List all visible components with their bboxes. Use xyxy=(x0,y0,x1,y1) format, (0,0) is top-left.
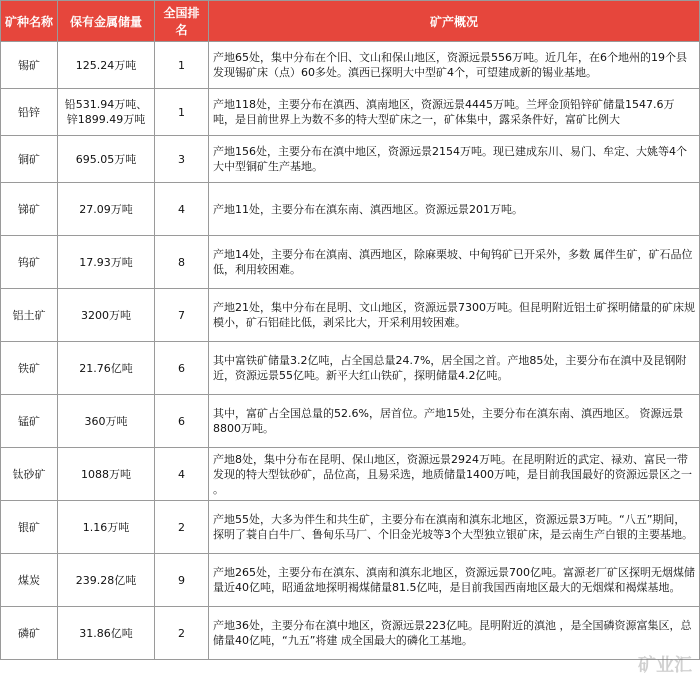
national-rank: 9 xyxy=(155,554,209,607)
national-rank: 2 xyxy=(155,501,209,554)
table-row xyxy=(1,289,700,342)
table-row xyxy=(1,501,700,554)
overview: 产地118处，主要分布在滇西、滇南地区，资源远景4445万吨。兰坪金顶铅锌矿储量1547.6万吨，是目前世界上为数不多的特大型矿床之一，矿体集中，露采条件好，富矿比例大 xyxy=(209,89,700,136)
mineral-name: 钛砂矿 xyxy=(1,448,58,501)
mineral-name: 锰矿 xyxy=(1,395,58,448)
overview: 其中，富矿占全国总量的52.6%，居首位。产地15处，主要分布在滇东南、滇西地区。 资源远景8800万吨。 xyxy=(209,395,700,448)
national-rank: 1 xyxy=(155,89,209,136)
overview: 产地55处，大多为伴生和共生矿，主要分布在滇南和滇东北地区，资源远景3万吨。“八五”期间，探明了蓑自白牛厂、鲁甸乐马厂、个旧金光坡等3个大型独立银矿床，是云南生产白银的主要基地。 xyxy=(209,501,700,554)
mineral-name: 银矿 xyxy=(1,501,58,554)
overview: 产地265处，主要分布在滇东、滇南和滇东北地区，资源远景700亿吨。富源老厂矿区探明无烟煤储量近40亿吨，昭通盆地探明褐煤储量81.5亿吨，是目前我国西南地区最大的无烟煤和褐煤基地。 xyxy=(209,554,700,607)
reserve: 1088万吨 xyxy=(58,448,155,501)
watermark: 矿业汇 xyxy=(638,655,692,676)
overview: 产地21处，集中分布在昆明、文山地区，资源远景7300万吨。但昆明附近铝土矿探明储量的矿床规模小，矿石铝硅比低，剥采比大，开采利用较困难。 xyxy=(209,289,700,342)
header-reserve: 保有金属储量 xyxy=(58,1,155,42)
reserve: 31.86亿吨 xyxy=(58,607,155,660)
reserve: 695.05万吨 xyxy=(58,136,155,183)
mineral-name: 磷矿 xyxy=(1,607,58,660)
table-row xyxy=(1,136,700,183)
header-national-rank: 全国排名 xyxy=(155,1,209,42)
mineral-name: 铁矿 xyxy=(1,342,58,395)
reserve: 21.76亿吨 xyxy=(58,342,155,395)
reserve: 3200万吨 xyxy=(58,289,155,342)
mineral-name: 铝土矿 xyxy=(1,289,58,342)
mineral-name: 铅锌 xyxy=(1,89,58,136)
national-rank: 4 xyxy=(155,183,209,236)
reserve: 17.93万吨 xyxy=(58,236,155,289)
overview: 产地65处，集中分布在个旧、文山和保山地区，资源远景556万吨。近几年，在6个地州的19个县发现锡矿床（点）60多处。滇西已探明大中型矿4个，可望建成新的锡业基地。 xyxy=(209,42,700,89)
overview: 产地156处，主要分布在滇中地区，资源远景2154万吨。现已建成东川、易门、牟定、大姚等4个大中型铜矿生产基地。 xyxy=(209,136,700,183)
overview: 产地14处，主要分布在滇南、滇西地区，除麻栗坡、中甸钨矿已开采外，多数 属伴生矿，矿石品位低，利用较困难。 xyxy=(209,236,700,289)
table-row xyxy=(1,42,700,89)
mineral-name: 锡矿 xyxy=(1,42,58,89)
national-rank: 7 xyxy=(155,289,209,342)
mineral-name: 铜矿 xyxy=(1,136,58,183)
header-mineral-name: 矿种名称 xyxy=(1,1,58,42)
table-row xyxy=(1,395,700,448)
reserve: 360万吨 xyxy=(58,395,155,448)
national-rank: 3 xyxy=(155,136,209,183)
mineral-name: 煤炭 xyxy=(1,554,58,607)
table-row xyxy=(1,607,700,660)
mineral-name: 锑矿 xyxy=(1,183,58,236)
header-overview: 矿产概况 xyxy=(209,1,700,42)
national-rank: 6 xyxy=(155,395,209,448)
table-row xyxy=(1,89,700,136)
national-rank: 2 xyxy=(155,607,209,660)
overview: 产地11处，主要分布在滇东南、滇西地区。资源远景201万吨。 xyxy=(209,183,700,236)
table-row xyxy=(1,342,700,395)
reserve: 27.09万吨 xyxy=(58,183,155,236)
table-header-row xyxy=(1,1,700,42)
table-row xyxy=(1,183,700,236)
national-rank: 1 xyxy=(155,42,209,89)
reserve: 1.16万吨 xyxy=(58,501,155,554)
reserve: 239.28亿吨 xyxy=(58,554,155,607)
national-rank: 6 xyxy=(155,342,209,395)
national-rank: 8 xyxy=(155,236,209,289)
reserve: 铅531.94万吨、锌1899.49万吨 xyxy=(58,89,155,136)
reserve: 125.24万吨 xyxy=(58,42,155,89)
table-row xyxy=(1,554,700,607)
national-rank: 4 xyxy=(155,448,209,501)
overview: 产地36处，主要分布在滇中地区，资源远景223亿吨。昆明附近的滇池 ，是全国磷资源富集区，总储量40亿吨，“九五”将建 成全国最大的磷化工基地。 xyxy=(209,607,700,660)
overview: 产地8处，集中分布在昆明、保山地区，资源远景2924万吨。在昆明附近的武定、禄劝、富民一带发现的特大型钛砂矿，品位高，且易采选，地质储量1400万吨，是目前我国最好的资源远景区之一 。 xyxy=(209,448,700,501)
table-row xyxy=(1,448,700,501)
mineral-name: 钨矿 xyxy=(1,236,58,289)
table-row xyxy=(1,236,700,289)
overview: 其中富铁矿储量3.2亿吨，占全国总量24.7%，居全国之首。产地85处，主要分布在滇中及昆钢附近，资源远景55亿吨。新平大红山铁矿，探明储量4.2亿吨。 xyxy=(209,342,700,395)
